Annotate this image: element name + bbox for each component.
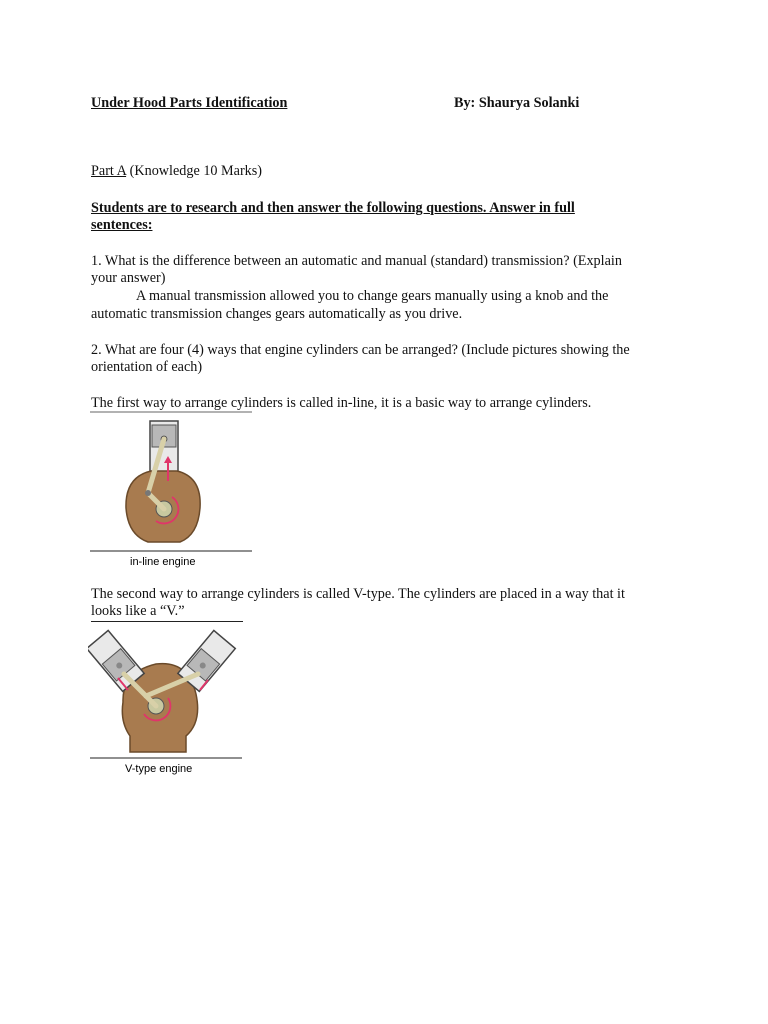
- part-heading: [91, 162, 262, 180]
- author-line: By: Shaurya Solanki: [454, 95, 580, 111]
- vtype-engine-caption: V-type engine: [125, 763, 193, 775]
- answer-inline-text: The first way to arrange cylinders is called in-line, it is a basic way to arrange cylinders.: [91, 395, 592, 411]
- part-label: Part A: [91, 163, 127, 179]
- question-2-line-1: 2. What are four (4) ways that engine cylinders can be arranged? (Include pictures showing the: [91, 342, 630, 358]
- question-1-line-1: 1. What is the difference between an automatic and manual (standard) transmission? (Explain: [91, 253, 622, 269]
- answer-1-line-2: automatic transmission changes gears automatically as you drive.: [91, 306, 463, 322]
- instructions-line-1: Students are to research and then answer the following questions. Answer in full: [91, 200, 575, 216]
- answer-vtype-line-1: The second way to arrange cylinders is called V-type. The cylinders are placed in a way that it: [91, 586, 625, 602]
- inline-engine-caption: in-line engine: [130, 556, 196, 568]
- vtype-engine-figure: [88, 624, 248, 780]
- answer-vtype-line-2: looks like a “V.”: [91, 603, 185, 619]
- instructions-line-2: sentences:: [91, 217, 153, 233]
- answer-1-line-1: A manual transmission allowed you to change gears manually using a knob and the: [136, 288, 609, 304]
- vtype-rule: [91, 621, 243, 622]
- document-title: Under Hood Parts Identification: [91, 95, 288, 111]
- part-marks: (Knowledge 10 Marks): [126, 163, 263, 179]
- inline-engine-figure: [90, 411, 254, 571]
- question-1-line-2: your answer): [91, 270, 166, 286]
- question-2-line-2: orientation of each): [91, 359, 203, 375]
